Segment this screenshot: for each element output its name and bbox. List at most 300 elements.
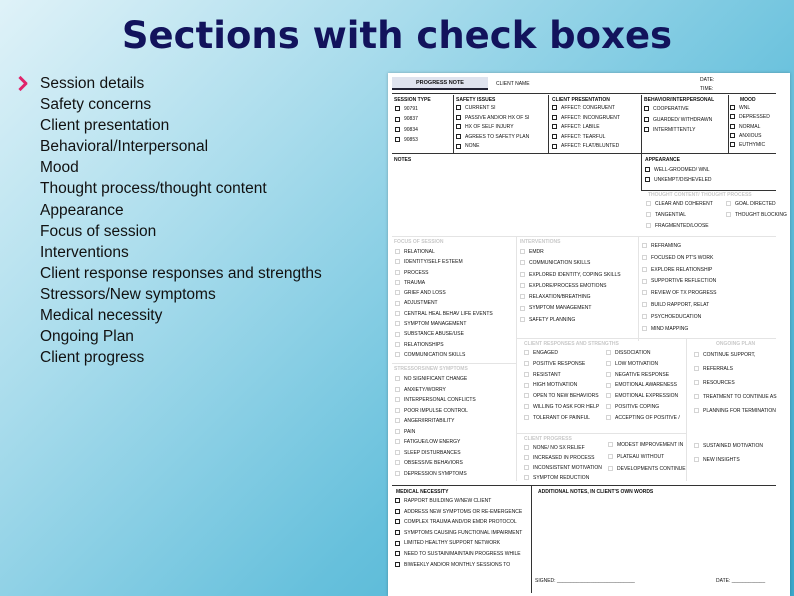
checkbox-option[interactable] [524,348,608,359]
checkbox-icon[interactable] [606,393,611,398]
checkbox-label: NEW INSIGHTS [703,457,740,463]
checkbox-icon[interactable] [395,106,400,111]
checkbox-icon[interactable] [524,404,529,409]
checkbox-label: CENTRAL HEAL BEHAV LIFE EVENTS [404,310,493,317]
checkbox-icon[interactable] [524,455,529,460]
checkbox-label: IDENTITY/SELF ESTEEM [404,259,463,266]
thought-label: THOUGHT CONTENT/ THOUGHT PROCESS [648,192,752,198]
checkbox-icon[interactable] [524,372,529,377]
checkbox-icon[interactable] [646,201,651,206]
checkbox-option[interactable] [694,348,782,362]
interventions-options-2 [642,241,726,335]
checkbox-label: OPEN TO NEW BEHAVIORS [533,393,599,400]
checkbox-option[interactable] [520,303,638,314]
checkbox-option[interactable] [456,104,529,114]
checkbox-option[interactable] [456,123,529,133]
checkbox-label: SAFETY PLANNING [529,316,576,323]
checkbox-option[interactable] [395,278,493,288]
checkbox-label: GOAL DIRECTED [735,201,776,207]
checkbox-option[interactable] [730,123,770,132]
checkbox-option[interactable] [524,380,608,391]
interventions-label: INTERVENTIONS [520,239,561,245]
checkbox-option[interactable] [646,199,724,210]
checkbox-option[interactable] [730,141,770,150]
focus-options [395,247,493,360]
client-response-options [524,348,608,424]
checkbox-option[interactable] [456,133,529,143]
checkbox-option[interactable] [395,385,476,396]
checkbox-label: ADJUSTMENT [404,300,438,307]
checkbox-icon[interactable] [395,290,400,295]
checkbox-label: LIMITED HEALTHY SUPPORT NETWORK [404,540,501,547]
checkbox-option[interactable] [524,463,610,473]
checkbox-icon[interactable] [606,415,611,420]
client-presentation-label: CLIENT PRESENTATION [552,97,610,103]
checkbox-label: REVIEW OF TX PROGRESS [651,290,717,297]
checkbox-label: HIGH MOTIVATION [533,382,578,389]
checkbox-label: PLANNING FOR TERMINATION [703,408,776,414]
behavioral-label: BEHAVIOR/INTERPERSONAL [644,97,715,103]
checkbox-option[interactable] [524,359,608,370]
checkbox-icon[interactable] [395,301,400,306]
checkbox-option[interactable] [520,270,638,281]
checkbox-icon[interactable] [645,177,650,182]
checkbox-icon[interactable] [395,352,400,357]
checkbox-option[interactable] [395,257,493,267]
checkbox-option[interactable] [395,104,418,114]
checkbox-icon[interactable] [520,249,525,254]
checkbox-label: CONTINUE SUPPORT, [703,352,756,358]
checkbox-label: RAPPORT BUILDING W/NEW CLIENT [404,498,492,504]
checkbox-icon[interactable] [642,243,647,248]
checkbox-label: BUILD RAPPORT, RELAT [651,301,710,308]
checkbox-option[interactable] [395,395,476,406]
checkbox-label: DEPRESSION SYMPTOMS [404,470,467,477]
section-item: Medical necessity [40,307,163,325]
checkbox-option[interactable] [524,453,610,463]
checkbox-option[interactable] [395,496,529,507]
checkbox-icon[interactable] [524,393,529,398]
checkbox-option[interactable] [395,309,493,319]
checkbox-icon[interactable] [645,167,650,172]
checkbox-icon[interactable] [524,383,529,388]
checkbox-option[interactable] [552,123,620,133]
checkbox-option[interactable] [694,376,782,390]
checkbox-option[interactable] [395,288,493,298]
checkbox-icon[interactable] [395,439,400,444]
checkbox-icon[interactable] [694,443,699,448]
safety-issues-options [456,104,529,152]
checkbox-option[interactable] [694,439,782,453]
checkbox-label: INTERMITTENTLY [653,127,696,133]
checkbox-label: MODEST IMPROVEMENT IN [617,442,684,448]
checkbox-label: EXPLORED IDENTITY, COPING SKILLS [529,271,621,278]
mood-label: MOOD [740,97,756,103]
checkbox-icon[interactable] [552,115,557,120]
checkbox-label: GRIEF AND LOSS [404,290,446,297]
checkbox-option[interactable] [642,265,726,277]
checkbox-option[interactable] [730,132,770,141]
checkbox-icon[interactable] [608,466,613,471]
checkbox-label: WILLING TO ASK FOR HELP [533,403,600,410]
checkbox-label: REFRAMING [651,243,681,249]
checkbox-icon[interactable] [524,475,529,480]
checkbox-icon[interactable] [644,127,649,132]
checkbox-icon[interactable] [395,376,400,381]
checkbox-label: FRAGMENTED/LOOSE [655,223,709,229]
checkbox-label: DEVELOPMENTS CONTINUE [617,466,686,472]
checkbox-option[interactable] [520,258,638,269]
checkbox-label: TREATMENT TO CONTINUE AS [703,394,777,400]
checkbox-icon[interactable] [395,137,400,142]
checkbox-icon[interactable] [642,255,647,260]
checkbox-label: OBSESSIVE BEHAVIORS [404,460,463,466]
checkbox-icon[interactable] [395,418,400,423]
section-item: Interventions [40,243,129,261]
checkbox-icon[interactable] [395,270,400,275]
signed-field[interactable]: SIGNED: ____________________________ [535,578,635,584]
checkbox-option[interactable] [395,517,529,528]
checkbox-icon[interactable] [395,117,400,122]
stressors-options [395,374,476,479]
checkbox-option[interactable] [606,370,684,381]
checkbox-label: SYMPTOM REDUCTION [533,475,590,481]
checkbox-option[interactable] [395,469,476,480]
checkbox-icon[interactable] [520,306,525,311]
checkbox-icon[interactable] [520,260,525,265]
checkbox-icon[interactable] [642,326,647,331]
checkbox-option[interactable] [606,380,684,391]
checkbox-option[interactable] [395,329,493,339]
checkbox-icon[interactable] [395,280,400,285]
checkbox-icon[interactable] [524,445,529,450]
checkbox-icon[interactable] [694,352,699,357]
thought-options [646,199,724,232]
checkbox-label: NEGATIVE RESPONSE [615,371,670,378]
checkbox-icon[interactable] [726,201,731,206]
section-item: Client presentation [40,117,170,135]
checkbox-option[interactable] [520,292,638,303]
checkbox-icon[interactable] [642,314,647,319]
checkbox-icon[interactable] [395,450,400,455]
checkbox-option[interactable] [694,453,782,467]
checkbox-label: 90791 [404,106,418,112]
checkbox-icon[interactable] [456,144,461,149]
checkbox-label: 90834 [404,126,418,133]
checkbox-icon[interactable] [730,124,735,129]
additional-notes-label: ADDITIONAL NOTES, IN CLIENT'S OWN WORDS [538,489,654,495]
medical-necessity-label: MEDICAL NECESSITY [396,489,449,495]
checkbox-label: AFFECT: LABILE [561,124,600,131]
checkbox-icon[interactable] [395,498,400,503]
checkbox-icon[interactable] [646,212,651,217]
checkbox-label: RELATIONAL [404,249,435,255]
checkbox-option[interactable] [606,413,684,424]
checkbox-option[interactable] [644,125,726,136]
checkbox-icon[interactable] [730,114,735,119]
checkbox-option[interactable] [606,402,684,413]
checkbox-option[interactable] [395,416,476,427]
checkbox-label: COOPERATIVE [653,106,689,112]
checkbox-option[interactable] [726,210,788,221]
checkbox-icon[interactable] [642,302,647,307]
checkbox-option[interactable] [395,114,418,124]
checkbox-option[interactable] [608,439,690,451]
checkbox-option[interactable] [395,350,493,360]
checkbox-option[interactable] [524,413,608,424]
checkbox-icon[interactable] [642,279,647,284]
checkbox-label: INTERPERSONAL CONFLICTS [404,397,476,403]
section-list [40,73,322,368]
checkbox-icon[interactable] [730,142,735,147]
checkbox-label: SYMPTOMS CAUSING FUNCTIONAL IMPAIRMENT [404,529,523,536]
checkbox-icon[interactable] [642,267,647,272]
checkbox-icon[interactable] [456,105,461,110]
checkbox-option[interactable] [395,340,493,350]
checkbox-option[interactable] [524,391,608,402]
checkbox-option[interactable] [606,391,684,402]
checkbox-option[interactable] [642,288,726,300]
checkbox-icon[interactable] [395,387,400,392]
checkbox-icon[interactable] [456,134,461,139]
checkbox-option[interactable] [694,390,782,404]
checkbox-label: DEPRESSED [739,114,770,121]
checkbox-option[interactable] [520,247,638,258]
checkbox-label: EUTHYMIC [739,142,766,149]
checkbox-label: AFFECT: FLAT/BLUNTED [561,143,620,150]
checkbox-icon[interactable] [456,124,461,129]
checkbox-icon[interactable] [395,429,400,434]
checkbox-label: LOW MOTIVATION [615,360,659,367]
appearance-options [645,165,712,185]
interventions-options [520,247,638,326]
checkbox-option[interactable] [642,312,726,324]
checkbox-label: CURRENT SI [465,105,496,111]
checkbox-icon[interactable] [646,223,651,228]
checkbox-icon[interactable] [395,541,400,546]
checkbox-option[interactable] [395,125,418,135]
checkbox-icon[interactable] [524,415,529,420]
checkbox-icon[interactable] [524,465,529,470]
checkbox-icon[interactable] [606,350,611,355]
checkbox-label: TANGENTIAL [655,212,687,218]
checkbox-option[interactable] [608,451,690,463]
checkbox-option[interactable] [395,528,529,539]
checkbox-icon[interactable] [395,342,400,347]
checkbox-icon[interactable] [606,383,611,388]
checkbox-icon[interactable] [395,127,400,132]
checkbox-option[interactable] [644,104,726,115]
checkbox-label: SYMPTOM MANAGEMENT [404,321,467,328]
checkbox-option[interactable] [395,298,493,308]
checkbox-icon[interactable] [395,408,400,413]
checkbox-icon[interactable] [524,361,529,366]
checkbox-option[interactable] [646,221,724,232]
checkbox-label: RELAXATION/BREATHING [529,294,591,301]
checkbox-icon[interactable] [694,408,699,413]
checkbox-icon[interactable] [520,294,525,299]
checkbox-icon[interactable] [694,366,699,371]
checkbox-option[interactable] [694,362,782,376]
checkbox-icon[interactable] [395,332,400,337]
mood-options [730,104,770,150]
checkbox-option[interactable] [642,241,726,253]
checkbox-option[interactable] [524,443,610,453]
checkbox-label: UNKEMPT/DISHEVELED [654,177,712,183]
section-item: Appearance [40,201,124,219]
checkbox-option[interactable] [395,319,493,329]
checkbox-icon[interactable] [520,317,525,322]
checkbox-option[interactable] [694,404,782,418]
checkbox-option[interactable] [552,114,620,124]
checkbox-label: RESOURCES [703,380,735,386]
session-type-options [395,104,418,146]
checkbox-label: REFERRALS [703,366,734,372]
checkbox-option[interactable] [395,268,493,278]
checkbox-option[interactable] [646,210,724,221]
checkbox-option[interactable] [730,104,770,113]
ongoing-plan-options [694,348,782,418]
section-item: Focus of session [40,222,157,240]
checkbox-option[interactable] [395,507,529,518]
checkbox-option[interactable] [524,473,610,483]
checkbox-icon[interactable] [552,144,557,149]
checkbox-icon[interactable] [694,457,699,462]
checkbox-icon[interactable] [395,397,400,402]
checkbox-icon[interactable] [395,509,400,514]
checkbox-icon[interactable] [644,117,649,122]
checkbox-option[interactable] [395,549,529,560]
checkbox-icon[interactable] [520,272,525,277]
checkbox-option[interactable] [644,115,726,126]
checkbox-icon[interactable] [395,311,400,316]
checkbox-icon[interactable] [608,442,613,447]
checkbox-option[interactable] [642,324,726,336]
checkbox-icon[interactable] [644,106,649,111]
checkbox-label: SUBSTANCE ABUSE/USE [404,331,464,338]
checkbox-label: SUSTAINED MOTIVATION [703,443,764,449]
checkbox-icon[interactable] [395,562,400,567]
checkbox-icon[interactable] [395,249,400,254]
checkbox-option[interactable] [645,175,712,185]
checkbox-option[interactable] [608,463,690,475]
checkbox-option[interactable] [520,281,638,292]
checkbox-option[interactable] [524,370,608,381]
checkbox-option[interactable] [456,114,529,124]
checkbox-label: PASSIVE AND/OR HX OF SI [465,114,530,121]
checkbox-icon[interactable] [552,105,557,110]
progress-note-header: PROGRESS NOTE [392,77,488,90]
checkbox-option[interactable] [606,359,684,370]
checkbox-icon[interactable] [456,115,461,120]
checkbox-option[interactable] [395,247,493,257]
checkbox-icon[interactable] [395,321,400,326]
date-field[interactable]: DATE: ____________ [716,578,766,584]
checkbox-icon[interactable] [395,530,400,535]
checkbox-option[interactable] [642,276,726,288]
checkbox-option[interactable] [456,142,529,152]
client-progress-options [524,443,610,483]
client-progress-options-3 [694,439,782,467]
checkbox-option[interactable] [395,437,476,448]
session-type-label: SESSION TYPE [394,97,431,103]
checkbox-icon[interactable] [606,372,611,377]
checkbox-icon[interactable] [726,212,731,217]
checkbox-label: CLEAR AND COHERENT [655,201,713,207]
checkbox-option[interactable] [395,560,529,571]
checkbox-icon[interactable] [694,394,699,399]
checkbox-icon[interactable] [395,460,400,465]
checkbox-option[interactable] [395,538,529,549]
thought-options-2 [726,199,788,221]
checkbox-option[interactable] [395,427,476,438]
checkbox-icon[interactable] [606,361,611,366]
checkbox-label: HX OF SELF INJURY [465,124,514,131]
checkbox-option[interactable] [524,402,608,413]
progress-note-form [388,73,790,596]
checkbox-label: INCONSISTENT MOTIVATION [533,465,602,471]
checkbox-option[interactable] [395,374,476,385]
checkbox-icon[interactable] [694,380,699,385]
checkbox-icon[interactable] [730,133,735,138]
checkbox-icon[interactable] [608,454,613,459]
checkbox-icon[interactable] [606,404,611,409]
checkbox-label: POSITIVE RESPONSE [533,360,586,367]
checkbox-label: WELL-GROOMED/ WNL [654,167,710,173]
section-item: Client progress [40,349,145,367]
checkbox-option[interactable] [395,448,476,459]
checkbox-icon[interactable] [395,551,400,556]
checkbox-icon[interactable] [520,283,525,288]
checkbox-option[interactable] [606,348,684,359]
checkbox-option[interactable] [642,253,726,265]
checkbox-icon[interactable] [395,259,400,264]
checkbox-option[interactable] [395,458,476,469]
checkbox-label: PLATEAU WITHOUT [617,454,665,460]
checkbox-icon[interactable] [552,134,557,139]
checkbox-option[interactable] [552,133,620,143]
focus-label: FOCUS OF SESSION [394,239,444,245]
checkbox-icon[interactable] [395,471,400,476]
checkbox-label: PAIN [404,428,416,435]
checkbox-option[interactable] [552,142,620,152]
section-item: Client response responses and strengths [40,264,322,282]
checkbox-icon[interactable] [395,519,400,524]
checkbox-icon[interactable] [730,105,735,110]
section-item: Stressors/New symptoms [40,285,216,303]
checkbox-label: MIND MAPPING [651,325,689,332]
checkbox-option[interactable] [726,199,788,210]
checkbox-option[interactable] [645,165,712,175]
checkbox-label: COMMUNICATION SKILLS [404,351,466,358]
checkbox-option[interactable] [520,315,638,326]
behavioral-options [644,104,726,136]
checkbox-option[interactable] [395,406,476,417]
checkbox-label: EMDR [529,249,544,255]
checkbox-label: BIWEEKLY AND/OR MONTHLY SESSIONS TO [404,561,511,568]
checkbox-label: TRAUMA [404,279,426,286]
checkbox-icon[interactable] [524,350,529,355]
checkbox-label: ADDRESS NEW SYMPTOMS OR RE-EMERGENCE [404,508,523,515]
checkbox-option[interactable] [552,104,620,114]
checkbox-icon[interactable] [552,124,557,129]
checkbox-option[interactable] [730,113,770,122]
checkbox-label: SLEEP DISTURBANCES [404,449,461,456]
checkbox-option[interactable] [395,135,418,145]
checkbox-icon[interactable] [642,290,647,295]
checkbox-label: ANGER/IRRITABILITY [404,418,455,424]
checkbox-option[interactable] [642,300,726,312]
